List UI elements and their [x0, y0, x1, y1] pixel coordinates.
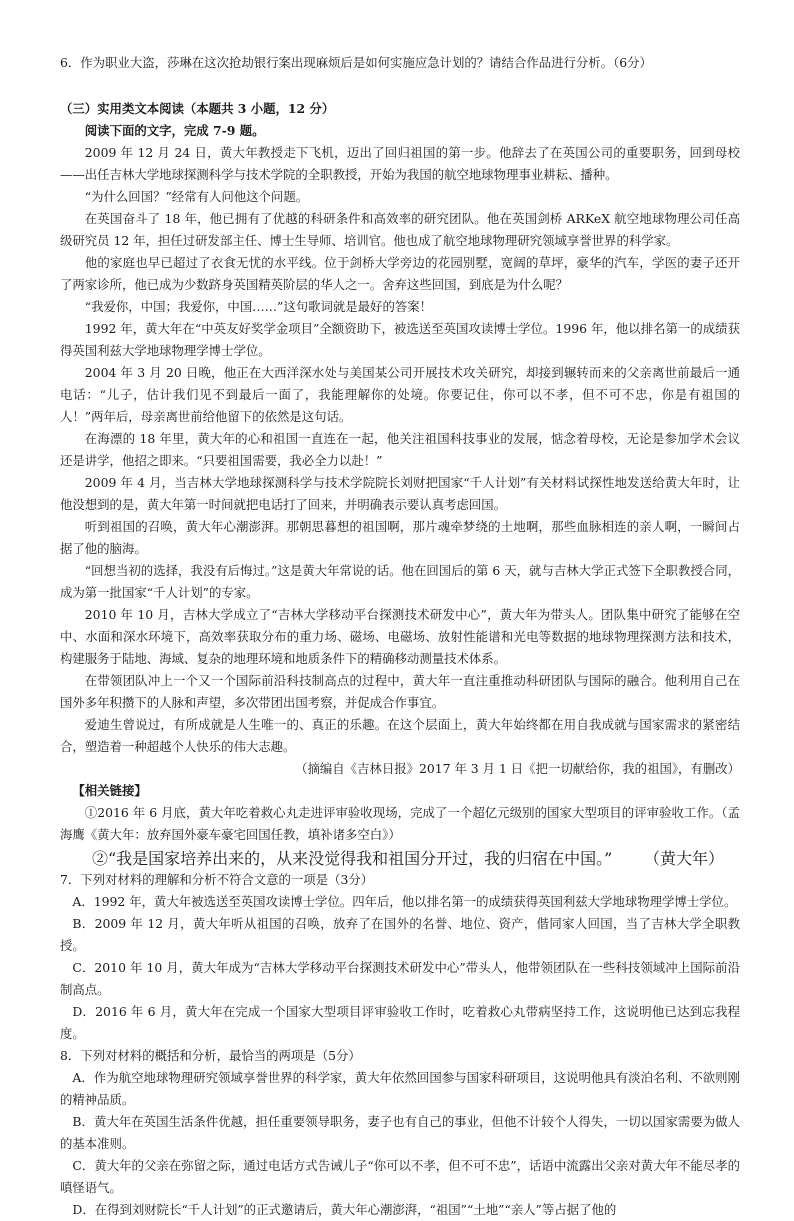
article-paragraph: 2004 年 3 月 20 日晚，他正在大西洋深水处与美国某公司开展技术攻关研究，却接到辗转而来的父亲离世前最后一通电话：“儿子，估计我们见不到最后一面了，我能理解你的处境。你要记住，你可以不孝，但不可不忠，你是有祖国的人！”两年后，母亲离世前给他留下的依然是这句话。 — [60, 365, 740, 424]
article-paragraph: 在带领团队冲上一个又一个国际前沿科技制高点的过程中，黄大年一直注重推动科研团队与国际的融合。他利用自己在国外多年积攒下的人脉和声望，多次带团出国考察，并促成合作事宜。 — [60, 673, 740, 710]
question-7-option-a: A．1992 年，黄大年被选送至英国攻读博士学位。四年后，他以排名第一的成绩获得英国利兹大学地球物理学博士学位。 — [72, 894, 737, 909]
related-link-2 — [60, 846, 740, 869]
related-link-1: ①2016 年 6 月底，黄大年吃着救心丸走进评审验收现场，完成了一个超亿元级别的国家大型项目的评审验收工作。（孟海鹰《黄大年：放弃国外豪车豪宅回国任教，填补诸多空白》） — [60, 805, 740, 842]
question-6: 6．作为职业大盗，莎琳在这次抢劫银行案出现麻烦后是如何实施应急计划的？请结合作品进行分析。（6分） — [60, 55, 652, 70]
article-paragraph: 听到祖国的召唤，黄大年心潮澎湃。那朝思暮想的祖国啊，那片魂牵梦绕的土地啊，那些血脉相连的亲人啊，一瞬间占据了他的脑海。 — [60, 519, 740, 556]
article-paragraph: 在英国奋斗了 18 年，他已拥有了优越的科研条件和高效率的研究团队。他在英国剑桥 ARKeX 航空地球物理公司任高级研究员 12 年，担任过研发部主任、博士生导师、培训官。他也成了航空地球物理研究领域享誉世界的科学家。 — [60, 211, 740, 248]
question-7-option-b: B．2009 年 12 月，黄大年听从祖国的召唤，放弃了在国外的名誉、地位、资产，偕同家人回国，当了吉林大学全职教授。 — [60, 916, 740, 953]
article-paragraph: 2009 年 4 月，当吉林大学地球探测科学与技术学院院长刘财把国家“千人计划”有关材料试探性地发送给黄大年时，让他没想到的是，黄大年第一时间就把电话打了回来，并明确表示要认真考虑回国。 — [60, 475, 740, 512]
question-7-option-d: D．2016 年 6 月，黄大年在完成一个国家大型项目评审验收工作时，吃着救心丸带病坚持工作，这说明他已达到忘我程度。 — [60, 1004, 740, 1041]
related-link-2-quote: ②“我是国家培养出来的，从来没觉得我和祖国分开过，我的归宿在中国。” — [92, 849, 613, 868]
article-paragraph: 在海漂的 18 年里，黄大年的心和祖国一直连在一起，他关注祖国科技事业的发展，惦念着母校，无论是参加学术会议还是讲学，他招之即来。“只要祖国需要，我必全力以赴！” — [60, 431, 740, 468]
article-source: （摘编自《吉林日报》2017 年 3 月 1 日《把一切献给你，我的祖国》，有删改） — [295, 761, 740, 776]
exam-page — [60, 52, 740, 1221]
question-7-option-c: C．2010 年 10 月，黄大年成为“吉林大学移动平台探测技术研发中心”带头人，他带领团队在一些科技领域冲上国际前沿制高点。 — [60, 960, 740, 997]
article-paragraph: “为什么回国？”经常有人问他这个问题。 — [84, 189, 309, 204]
article-paragraph: 2010 年 10 月，吉林大学成立了“吉林大学移动平台探测技术研发中心”，黄大年为带头人。团队集中研究了能够在空中、水面和深水环境下，高效率获取分布的重力场、磁场、电磁场、放射性能谱和光电等数据的地球物理探测方法和技术，构建服务于陆地、海域、复杂的地理环境和地质条件下的精确移动测量技术体系。 — [60, 607, 740, 666]
article-paragraph: “我爱你，中国；我爱你，中国……”这句歌词就是最好的答案！ — [84, 299, 433, 314]
article-paragraph: 爱迪生曾说过，有所成就是人生唯一的、真正的乐趣。在这个层面上，黄大年始终都在用自我成就与国家需求的紧密结合，塑造着一种超越个人快乐的伟大志趣。 — [60, 717, 740, 754]
related-links-heading: 【相关链接】 — [72, 783, 147, 798]
article — [60, 142, 740, 758]
question-8-option-a: A．作为航空地球物理研究领域享誉世界的科学家，黄大年依然回国参与国家科研项目，这说明他具有淡泊名利、不欲则刚的精神品质。 — [60, 1070, 740, 1107]
question-8-stem: 8．下列对材料的概括和分析，最恰当的两项是（5分） — [60, 1048, 361, 1063]
question-8-option-d: D．在得到刘财院长“千人计划”的正式邀请后，黄大年心潮澎湃，“祖国”“土地”“亲人”等占据了他的 — [72, 1202, 617, 1217]
question-7-stem: 7．下列对材料的理解和分析不符合文意的一项是（3分） — [60, 872, 374, 887]
related-link-2-author: （黄大年） — [643, 849, 724, 868]
article-paragraph: 1992 年，黄大年在“中英友好奖学金项目”全额资助下，被选送至英国攻读博士学位。1996 年，他以排名第一的成绩获得英国利兹大学地球物理学博士学位。 — [60, 321, 740, 358]
reading-instruction: 阅读下面的文字，完成 7-9 题。 — [84, 123, 265, 138]
article-paragraph: 他的家庭也早已超过了衣食无忧的水平线。位于剑桥大学旁边的花园别墅，宽阔的草坪，豪华的汽车，学医的妻子还开了两家诊所，他已成为少数跻身英国精英阶层的华人之一。舍弃这些回国，到底是为什么呢？ — [60, 255, 740, 292]
question-8-option-c: C．黄大年的父亲在弥留之际，通过电话方式告诫儿子“你可以不孝，但不可不忠”，话语中流露出父亲对黄大年不能尽孝的嗔怪语气。 — [60, 1158, 740, 1195]
article-paragraph: “回想当初的选择，我没有后悔过。”这是黄大年常说的话。他在回国后的第 6 天，就与吉林大学正式签下全职教授合同，成为第一批国家“千人计划”的专家。 — [60, 563, 740, 600]
question-8-option-b: B．黄大年在英国生活条件优越，担任重要领导职务，妻子也有自己的事业，但他不计较个人得失，一切以国家需要为做人的基本准则。 — [60, 1114, 740, 1151]
section-title: （三）实用类文本阅读（本题共 3 小题，12 分） — [60, 101, 335, 116]
article-paragraph: 2009 年 12 月 24 日，黄大年教授走下飞机，迈出了回归祖国的第一步。他辞去了在英国公司的重要职务，回到母校——出任吉林大学地球探测科学与技术学院的全职教授，开始为我国的航空地球物理事业耕耘、播种。 — [60, 145, 740, 182]
